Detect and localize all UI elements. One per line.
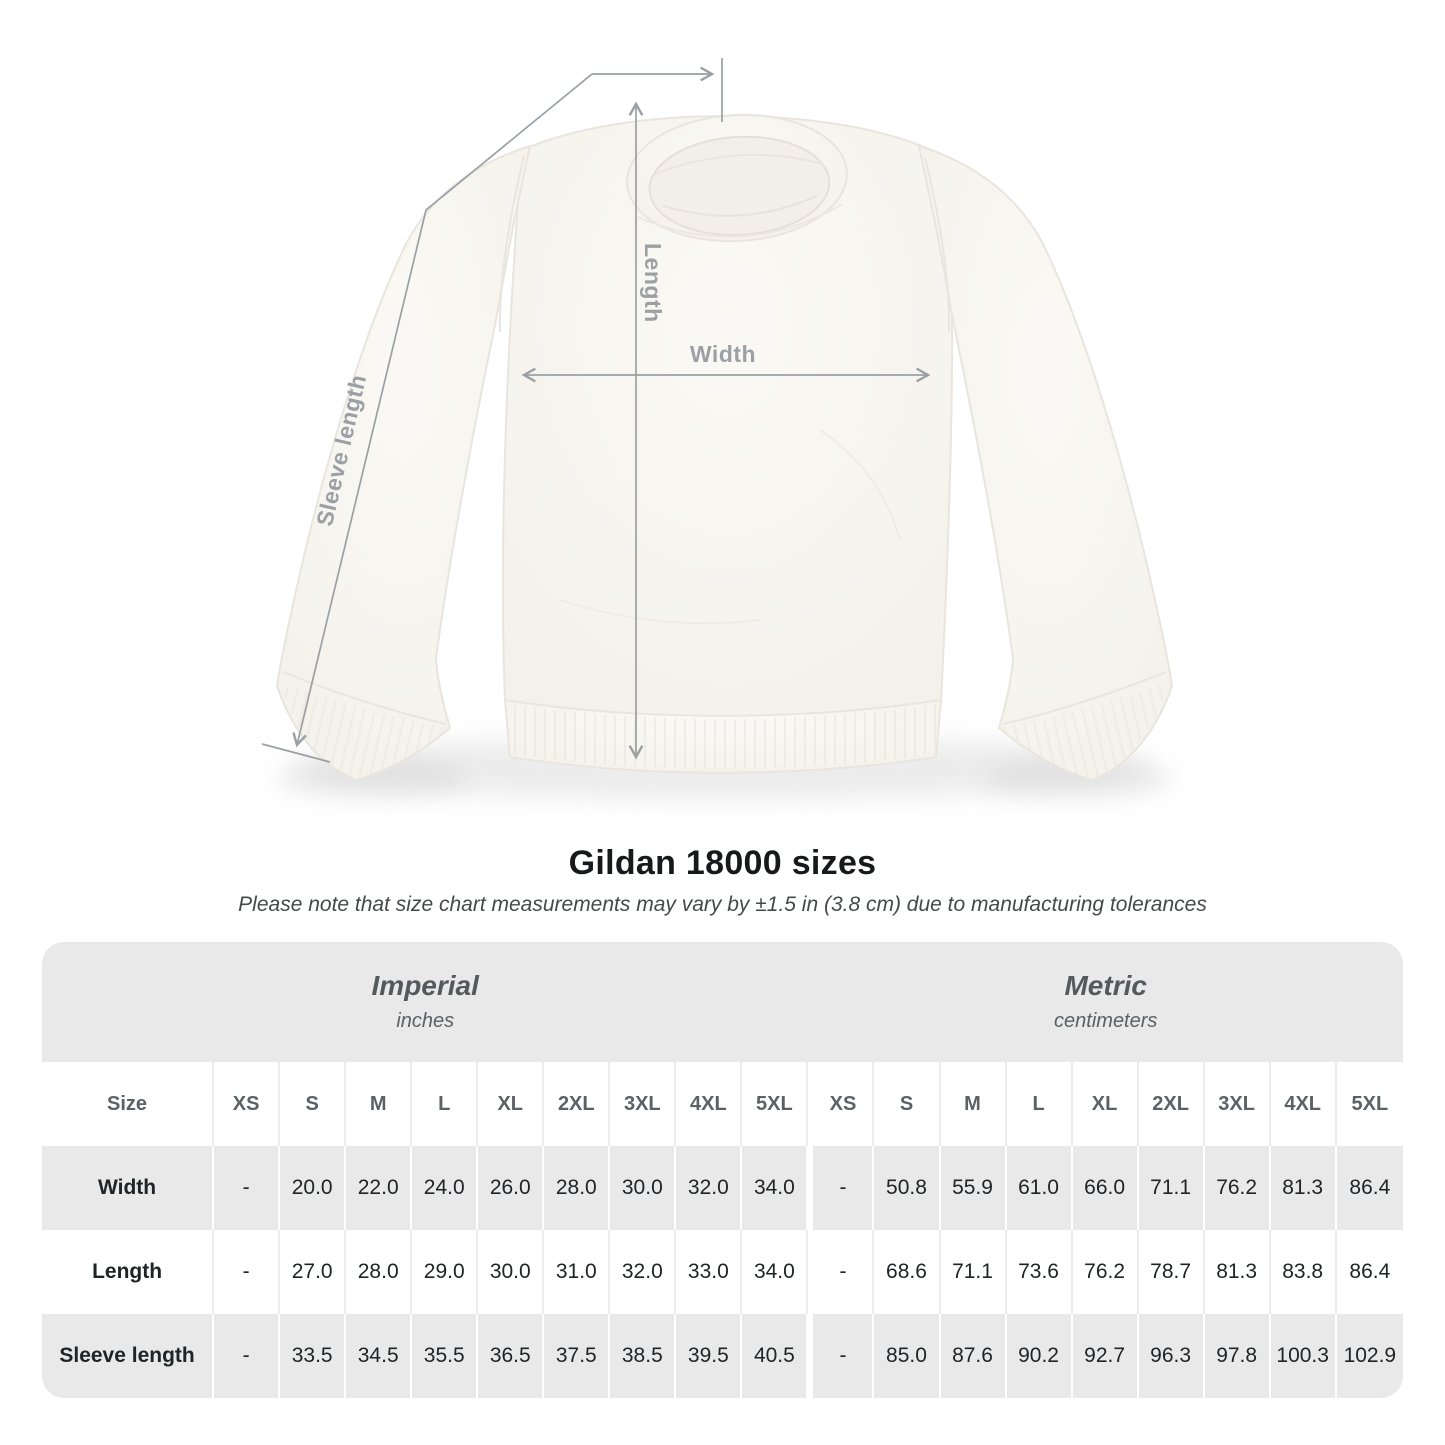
cell-imperial: 40.5 xyxy=(742,1314,808,1398)
size-header-imperial-xs: XS xyxy=(214,1062,280,1146)
unit-band-row xyxy=(42,942,1403,1062)
size-header-imperial-5xl: 5XL xyxy=(742,1062,808,1146)
size-header-metric-xl: XL xyxy=(1073,1062,1139,1146)
cell-imperial: 26.0 xyxy=(478,1146,544,1230)
tolerance-note: Please note that size chart measurements may vary by ±1.5 in (3.8 cm) due to manufacturing tolerances xyxy=(238,893,1207,916)
cell-metric: 71.1 xyxy=(941,1230,1007,1314)
size-header-metric-4xl: 4XL xyxy=(1271,1062,1337,1146)
size-header-metric-m: M xyxy=(941,1062,1007,1146)
size-chart-wrap xyxy=(42,942,1403,1398)
unit-group-imperial xyxy=(42,942,808,1062)
cell-metric: - xyxy=(808,1230,874,1314)
size-header-row xyxy=(42,1062,1403,1146)
cell-imperial: 35.5 xyxy=(412,1314,478,1398)
cell-imperial: 37.5 xyxy=(544,1314,610,1398)
cell-imperial: 22.0 xyxy=(346,1146,412,1230)
cell-metric: 76.2 xyxy=(1205,1146,1271,1230)
cell-imperial: 31.0 xyxy=(544,1230,610,1314)
cell-imperial: 32.0 xyxy=(610,1230,676,1314)
cell-imperial: 38.5 xyxy=(610,1314,676,1398)
cell-metric: 92.7 xyxy=(1073,1314,1139,1398)
cell-metric: 86.4 xyxy=(1337,1146,1403,1230)
cell-imperial: 30.0 xyxy=(478,1230,544,1314)
cell-imperial: 28.0 xyxy=(544,1146,610,1230)
cell-metric: 66.0 xyxy=(1073,1146,1139,1230)
size-header-metric-s: S xyxy=(874,1062,940,1146)
cell-imperial: 39.5 xyxy=(676,1314,742,1398)
row-label: Sleeve length xyxy=(42,1314,214,1398)
sleeve-measure-label: Sleeve length xyxy=(311,371,372,529)
cell-imperial: - xyxy=(214,1230,280,1314)
size-header-metric-5xl: 5XL xyxy=(1337,1062,1403,1146)
unit-group-metric xyxy=(808,942,1403,1062)
size-header-imperial-xl: XL xyxy=(478,1062,544,1146)
size-header-imperial-m: M xyxy=(346,1062,412,1146)
cell-metric: 97.8 xyxy=(1205,1314,1271,1398)
size-header-metric-xs: XS xyxy=(808,1062,874,1146)
size-header-imperial-3xl: 3XL xyxy=(610,1062,676,1146)
cell-imperial: 29.0 xyxy=(412,1230,478,1314)
cell-metric: 85.0 xyxy=(874,1314,940,1398)
unit-group-label: Imperial xyxy=(371,969,479,1001)
size-header-imperial-4xl: 4XL xyxy=(676,1062,742,1146)
size-header-imperial-l: L xyxy=(412,1062,478,1146)
row-label: Width xyxy=(42,1146,214,1230)
cell-metric: 81.3 xyxy=(1271,1146,1337,1230)
size-chart-table xyxy=(42,942,1403,1398)
cell-imperial: 34.0 xyxy=(742,1146,808,1230)
cell-imperial: 34.0 xyxy=(742,1230,808,1314)
size-header-metric-2xl: 2XL xyxy=(1139,1062,1205,1146)
size-header-imperial-s: S xyxy=(280,1062,346,1146)
size-header-metric-l: L xyxy=(1007,1062,1073,1146)
width-measure-label: Width xyxy=(689,341,757,367)
cell-metric: - xyxy=(808,1146,874,1230)
unit-group-sublabel: centimeters xyxy=(1054,1010,1158,1033)
cell-imperial: 28.0 xyxy=(346,1230,412,1314)
cell-metric: 71.1 xyxy=(1139,1146,1205,1230)
cell-metric: 81.3 xyxy=(1205,1230,1271,1314)
cell-metric: 76.2 xyxy=(1073,1230,1139,1314)
cell-metric: 68.6 xyxy=(874,1230,940,1314)
size-header-metric-3xl: 3XL xyxy=(1205,1062,1271,1146)
cell-metric: 61.0 xyxy=(1007,1146,1073,1230)
table-row xyxy=(42,1230,1403,1314)
table-row xyxy=(42,1314,1403,1398)
cell-metric: 55.9 xyxy=(941,1146,1007,1230)
length-measure-label: Length xyxy=(640,243,666,323)
cell-metric: 90.2 xyxy=(1007,1314,1073,1398)
cell-imperial: 36.5 xyxy=(478,1314,544,1398)
cell-imperial: 20.0 xyxy=(280,1146,346,1230)
unit-group-label: Metric xyxy=(1064,969,1147,1001)
table-row xyxy=(42,1146,1403,1230)
cell-metric: 50.8 xyxy=(874,1146,940,1230)
cell-metric: 73.6 xyxy=(1007,1230,1073,1314)
cell-metric: 83.8 xyxy=(1271,1230,1337,1314)
unit-group-sublabel: inches xyxy=(396,1010,455,1033)
row-label: Length xyxy=(42,1230,214,1314)
size-corner-header: Size xyxy=(42,1062,214,1146)
cell-imperial: 33.0 xyxy=(676,1230,742,1314)
cell-imperial: 24.0 xyxy=(412,1146,478,1230)
cell-metric: 102.9 xyxy=(1337,1314,1403,1398)
cell-imperial: 34.5 xyxy=(346,1314,412,1398)
cell-imperial: - xyxy=(214,1314,280,1398)
cell-imperial: - xyxy=(214,1146,280,1230)
sweatshirt-body-group xyxy=(277,109,1172,780)
cell-metric: 100.3 xyxy=(1271,1314,1337,1398)
cell-metric: 78.7 xyxy=(1139,1230,1205,1314)
size-header-imperial-2xl: 2XL xyxy=(544,1062,610,1146)
cell-imperial: 30.0 xyxy=(610,1146,676,1230)
cell-metric: 87.6 xyxy=(941,1314,1007,1398)
cell-imperial: 27.0 xyxy=(280,1230,346,1314)
cell-metric: - xyxy=(808,1314,874,1398)
cell-imperial: 32.0 xyxy=(676,1146,742,1230)
cell-metric: 96.3 xyxy=(1139,1314,1205,1398)
cell-imperial: 33.5 xyxy=(280,1314,346,1398)
page-title: Gildan 18000 sizes xyxy=(568,844,877,882)
cell-metric: 86.4 xyxy=(1337,1230,1403,1314)
